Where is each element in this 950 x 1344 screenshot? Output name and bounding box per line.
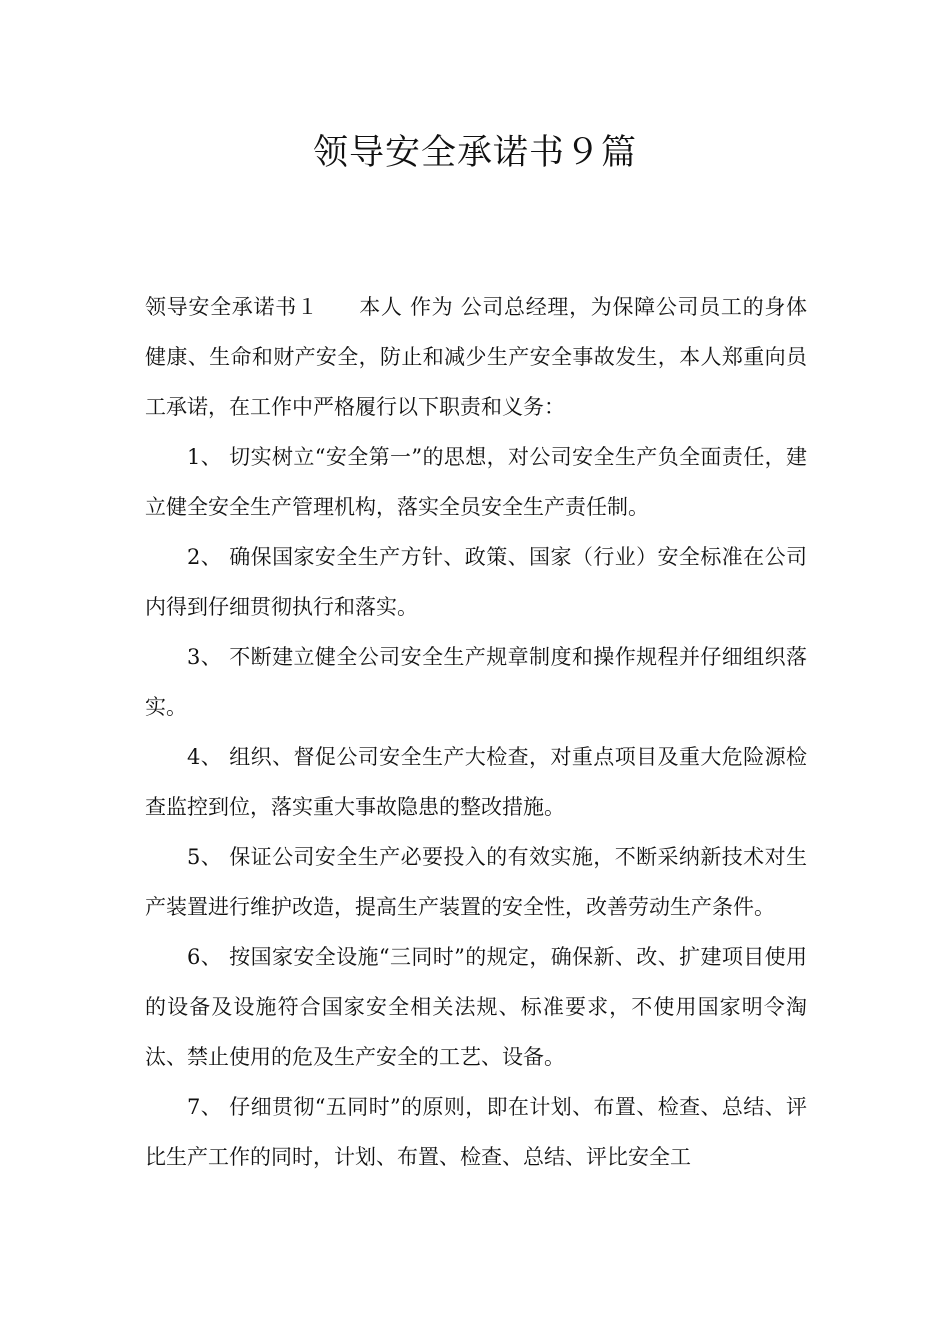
list-item-4: 4、 组织、督促公司安全生产大检查，对重点项目及重大危险源检查监控到位，落实重大事故隐患的整改措施。: [145, 745, 807, 819]
list-item-2: 2、 确保国家安全生产方针、政策、国家（行业）安全标准在公司内得到仔细贯彻执行和落实。: [145, 545, 807, 619]
list-item-6: 6、 按国家安全设施“三同时”的规定，确保新、改、扩建项目使用的设备及设施符合国家安全相关法规、标准要求，不使用国家明令淘汰、禁止使用的危及生产安全的工艺、设备。: [145, 945, 807, 1069]
document-body: [145, 282, 807, 1182]
intro-text: 本人 作为 公司总经理，为保障公司员工的身体健康、生命和财产安全，防止和减少生产安全事故发生，本人郑重向员工承诺，在工作中严格履行以下职责和义务：: [145, 295, 808, 419]
intro-paragraph: [145, 282, 807, 432]
list-item-7: 7、 仔细贯彻“五同时”的原则，即在计划、布置、检查、总结、评比生产工作的同时，计划、布置、检查、总结、评比安全工: [145, 1095, 807, 1169]
list-item-5: 5、 保证公司安全生产必要投入的有效实施，不断采纳新技术对生产装置进行维护改造，提高生产装置的安全性，改善劳动生产条件。: [145, 845, 807, 919]
list-item-1: 1、 切实树立“安全第一”的思想，对公司安全生产负全面责任，建立健全安全生产管理机构，落实全员安全生产责任制。: [145, 445, 807, 519]
document-title: 领导安全承诺书９篇: [312, 133, 637, 173]
intro-heading: 领导安全承诺书１: [145, 295, 319, 319]
list-item-3: 3、 不断建立健全公司安全生产规章制度和操作规程并仔细组织落实。: [145, 645, 807, 719]
